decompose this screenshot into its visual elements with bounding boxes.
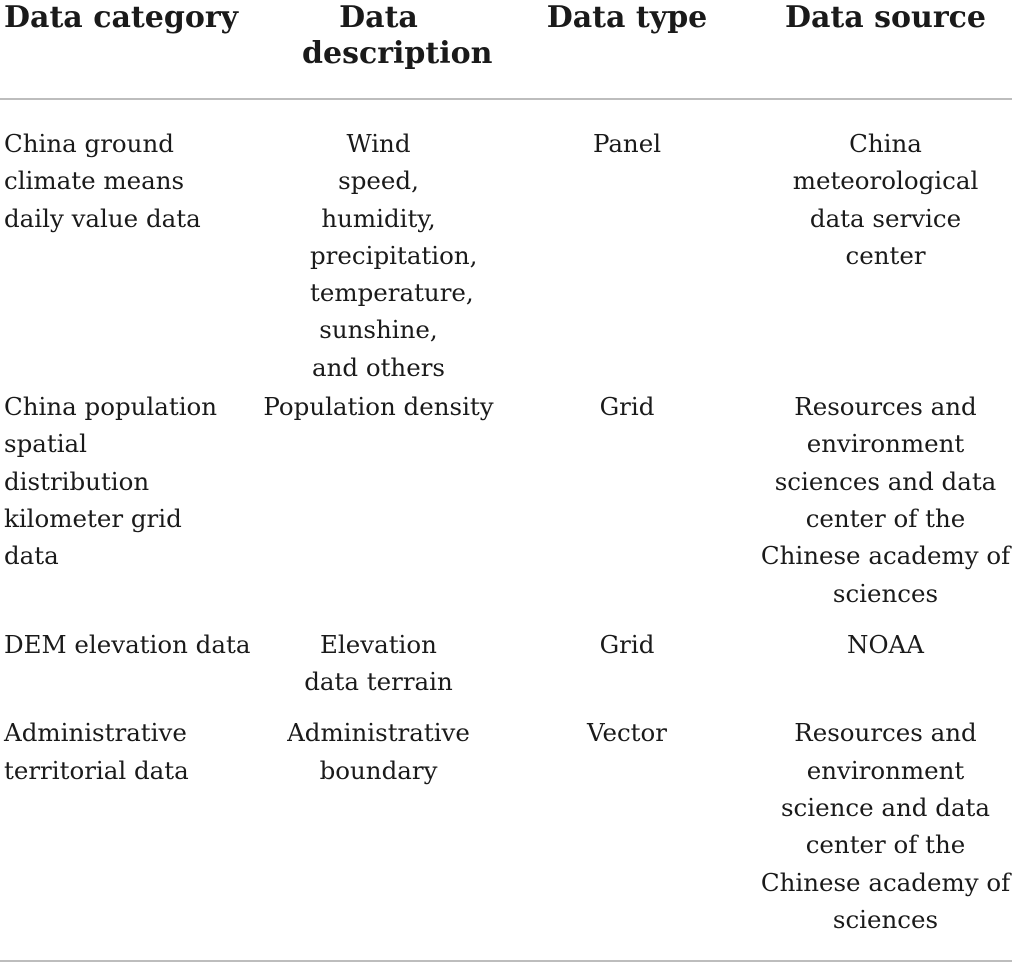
header-data-source: Data source (759, 0, 1012, 99)
header-data-description: Data description (262, 0, 495, 99)
cell-category: DEM elevation data (4, 629, 251, 659)
cell-category: Administrative territorial data (0, 700, 262, 961)
cell-source: Resources and environment sciences and data center of the Chinese academy of sciences (760, 392, 1011, 608)
cell-description: Elevation data terrain (304, 629, 453, 697)
cell-source: Resources and environment science and data center of the Chinese academy of sciences (759, 700, 1012, 961)
table-row (0, 99, 1012, 386)
cell-type: Grid (599, 392, 655, 422)
table-row (0, 386, 1012, 612)
cell-description: Population density (263, 392, 494, 422)
cell-type: Grid (599, 629, 655, 659)
table-header (0, 0, 1012, 99)
cell-type: Vector (495, 700, 759, 961)
cell-description: Administrative boundary (262, 700, 495, 961)
header-data-category: Data category (0, 0, 262, 99)
table-row (0, 612, 1012, 701)
header-row (0, 0, 1012, 99)
cell-source: China meteorological data service center (792, 129, 979, 270)
cell-category: China population spatial distribution kilometer grid data (4, 392, 218, 571)
cell-category: China ground climate means daily value data (4, 129, 201, 233)
table-body (0, 99, 1012, 961)
header-data-type: Data type (495, 0, 759, 99)
cell-source: NOAA (847, 629, 924, 659)
cell-type: Panel (592, 129, 662, 158)
table-row (0, 700, 1012, 961)
cell-description: Wind speed, humidity, precipitation, temperature, sunshine, and others (310, 129, 478, 382)
